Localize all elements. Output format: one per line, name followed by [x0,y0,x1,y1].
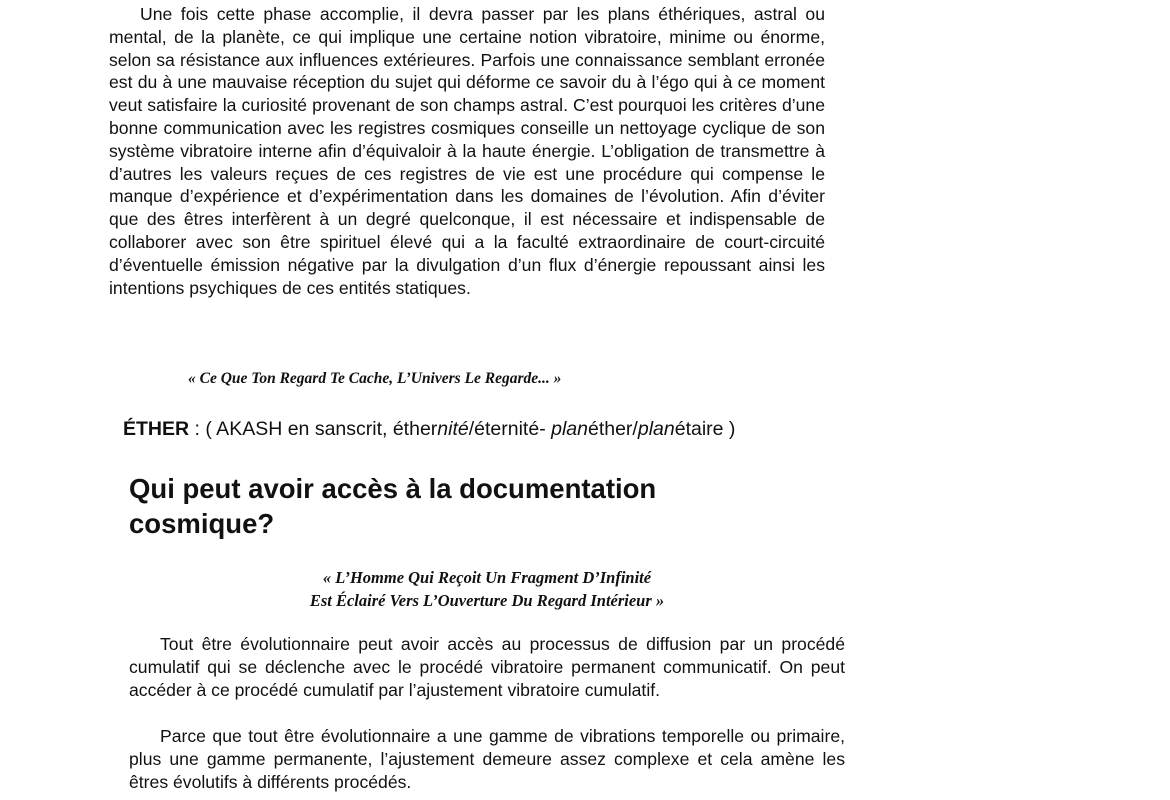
quote-2-line-1: « L’Homme Qui Reçoit Un Fragment D’Infinité [322,568,652,587]
ether-definition [123,418,735,441]
ether-def-part-c: /éternité- [468,418,552,440]
body-paragraph-2: Tout être évolutionnaire peut avoir accès au processus de diffusion par un procédé cumulatif qui se déclenche avec le procédé vibratoire permanent communicatif. On peut accéder à ce procédé cumulatif par l’ajustement vibratoire cumulatif. [129,634,845,700]
ether-term: ÉTHER [123,418,190,440]
quote-2-line-2: Est Éclairé Vers L’Ouverture Du Regard Intérieur » [309,591,665,610]
ether-def-part-f: plan [637,418,675,440]
heading-line-1: Qui peut avoir accès à la documentation [129,473,657,504]
ether-def-part-e: éther/ [587,418,638,440]
heading-line-2: cosmique? [129,508,275,539]
body-paragraph-1: Une fois cette phase accomplie, il devra passer par les plans éthériques, astral ou mental, de la planète, ce qui implique une certaine notion vibratoire, minime ou énorme, selon sa résistance aux influences extérieures. Parfois une connaissance semblant erronée est du à une mauvaise réception du sujet qui déforme ce savoir du à l’égo qui à ce moment veut satisfaire la curiosité provenant de son champs astral. C’est pourquoi les critères d’une bonne communication avec les registres cosmiques conseille un nettoyage cyclique de son système vibratoire interne afin d’équivaloir à la haute énergie. L’obligation de transmettre à d’autres les valeurs reçues de ces registres de vie est une procédure qui compense le manque d’expérience et d’expérimentation dans les domaines de l’évolution. Afin d’éviter que des êtres interfèrent à un degré quelconque, il est nécessaire et indispensable de collaborer avec son être spirituel élevé qui a la faculté extraordinaire de court-circuité d’éventuelle émission négative par la divulgation d’un flux d’énergie repoussant ainsi les intentions psychiques de ces entités statiques. [109,4,825,298]
quote-2 [129,566,845,612]
ether-def-part-b: nité [437,418,469,440]
ether-def-part-g: étaire ) [674,418,736,440]
quote-1: « Ce Que Ton Regard Te Cache, L’Univers Le Regarde... » [188,370,562,387]
ether-def-part-d: plan [551,418,588,440]
ether-def-part-a: : ( AKASH en sanscrit, éther [189,418,438,440]
body-paragraph-3: Parce que tout être évolutionnaire a une gamme de vibrations temporelle ou primaire, plus une gamme permanente, l’ajustement demeure assez complexe et cela amène les êtres évolutifs à différents procédés. [129,726,845,792]
section-heading [129,471,789,541]
